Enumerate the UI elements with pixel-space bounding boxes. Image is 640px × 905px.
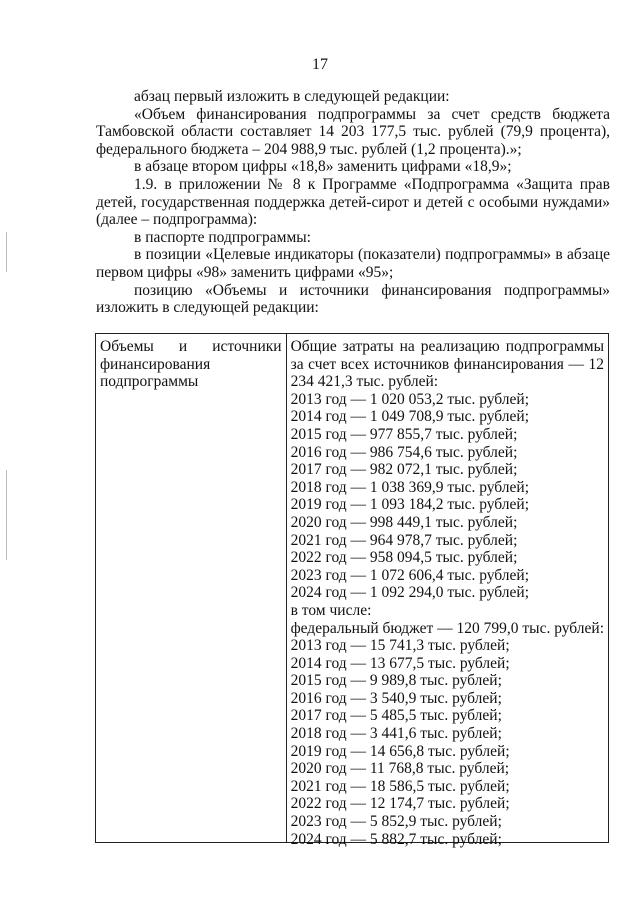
total-year-row: 2019 год — 1 093 184,2 тыс. рублей; bbox=[290, 496, 530, 514]
federal-year-row: 2015 год — 9 989,8 тыс. рублей; bbox=[290, 672, 502, 690]
total-year-row: 2018 год — 1 038 369,9 тыс. рублей; bbox=[290, 478, 530, 496]
paragraph: «Объем финансирования подпрограммы за счет средств бюджета Тамбовской области составляет 14 203 177,5 тыс. рублей (79,9 процента), федерального бюджета – 204 988,9 тыс. рублей (1,2 процента).»; bbox=[96, 105, 610, 158]
total-year-row: 2021 год — 964 978,7 тыс. рублей; bbox=[290, 531, 518, 549]
total-year-row: 2022 год — 958 094,5 тыс. рублей; bbox=[290, 549, 518, 567]
federal-year-row: 2019 год — 14 656,8 тыс. рублей; bbox=[290, 742, 510, 760]
federal-year-row: 2020 год — 11 768,8 тыс. рублей; bbox=[290, 760, 510, 778]
federal-year-row: 2013 год — 15 741,3 тыс. рублей; bbox=[290, 637, 510, 655]
paragraph: абзац первый изложить в следующей редакции: bbox=[134, 88, 450, 105]
total-year-row: 2017 год — 982 072,1 тыс. рублей; bbox=[290, 461, 518, 479]
federal-year-row: 2023 год — 5 852,9 тыс. рублей; bbox=[290, 813, 502, 831]
table-right-cell bbox=[287, 334, 608, 848]
total-year-row: 2015 год — 977 855,7 тыс. рублей; bbox=[290, 425, 518, 443]
financing-table bbox=[95, 333, 609, 848]
left-cell-line: подпрограммы bbox=[100, 373, 199, 391]
scan-margin-mark bbox=[6, 232, 7, 272]
table-left-cell bbox=[96, 334, 287, 842]
federal-budget-label: федеральный бюджет — 120 799,0 тыс. рублей: bbox=[290, 619, 604, 637]
federal-year-row: 2016 год — 3 540,9 тыс. рублей; bbox=[290, 689, 502, 707]
left-cell-line: финансирования bbox=[100, 355, 211, 373]
federal-year-row: 2021 год — 18 586,5 тыс. рублей; bbox=[290, 777, 510, 795]
total-year-row: 2016 год — 986 754,6 тыс. рублей; bbox=[290, 443, 518, 461]
paragraph: в абзаце втором цифры «18,8» заменить цифрами «18,9»; bbox=[134, 158, 512, 176]
paragraph: в паспорте подпрограммы: bbox=[134, 228, 311, 246]
total-intro: Общие затраты на реализацию подпрограммы за счет всех источников финансирования — 12 234 421,3 тыс. рублей: bbox=[290, 338, 604, 391]
total-year-row: 2014 год — 1 049 708,9 тыс. рублей; bbox=[290, 408, 530, 426]
total-year-row: 2023 год — 1 072 606,4 тыс. рублей; bbox=[290, 566, 530, 584]
left-cell-word: Объемы bbox=[100, 338, 154, 355]
total-year-row: 2024 год — 1 092 294,0 тыс. рублей; bbox=[290, 584, 530, 602]
paragraph: в позиции «Целевые индикаторы (показатели) подпрограммы» в абзаце первом цифры «98» заменить цифрами «95»; bbox=[96, 246, 610, 281]
paragraph: 1.9. в приложении № 8 к Программе «Подпрограмма «Защита прав детей, государственная поддержка детей-сирот и детей с особыми нуждами» (далее – подпрограмма): bbox=[96, 175, 610, 229]
federal-year-row: 2022 год — 12 174,7 тыс. рублей; bbox=[290, 795, 510, 813]
total-year-row: 2020 год — 998 449,1 тыс. рублей; bbox=[290, 513, 518, 531]
document-body bbox=[96, 88, 610, 317]
left-cell-word: источники bbox=[212, 338, 282, 355]
scan-margin-mark bbox=[6, 470, 7, 560]
page-number: 17 bbox=[312, 56, 328, 73]
federal-year-row: 2017 год — 5 485,5 тыс. рублей; bbox=[290, 707, 502, 725]
federal-year-row: 2014 год — 13 677,5 тыс. рублей; bbox=[290, 654, 510, 672]
paragraph: позицию «Объемы и источники финансирования подпрограммы» изложить в следующей редакции: bbox=[96, 281, 610, 317]
total-year-row: 2013 год — 1 020 053,2 тыс. рублей; bbox=[290, 390, 530, 408]
left-cell-word: и bbox=[178, 338, 188, 355]
left-cell-first-line bbox=[100, 338, 282, 356]
federal-year-row: 2024 год — 5 882,7 тыс. рублей; bbox=[290, 830, 502, 848]
including-label: в том числе: bbox=[290, 601, 372, 619]
federal-year-row: 2018 год — 3 441,6 тыс. рублей; bbox=[290, 725, 502, 743]
